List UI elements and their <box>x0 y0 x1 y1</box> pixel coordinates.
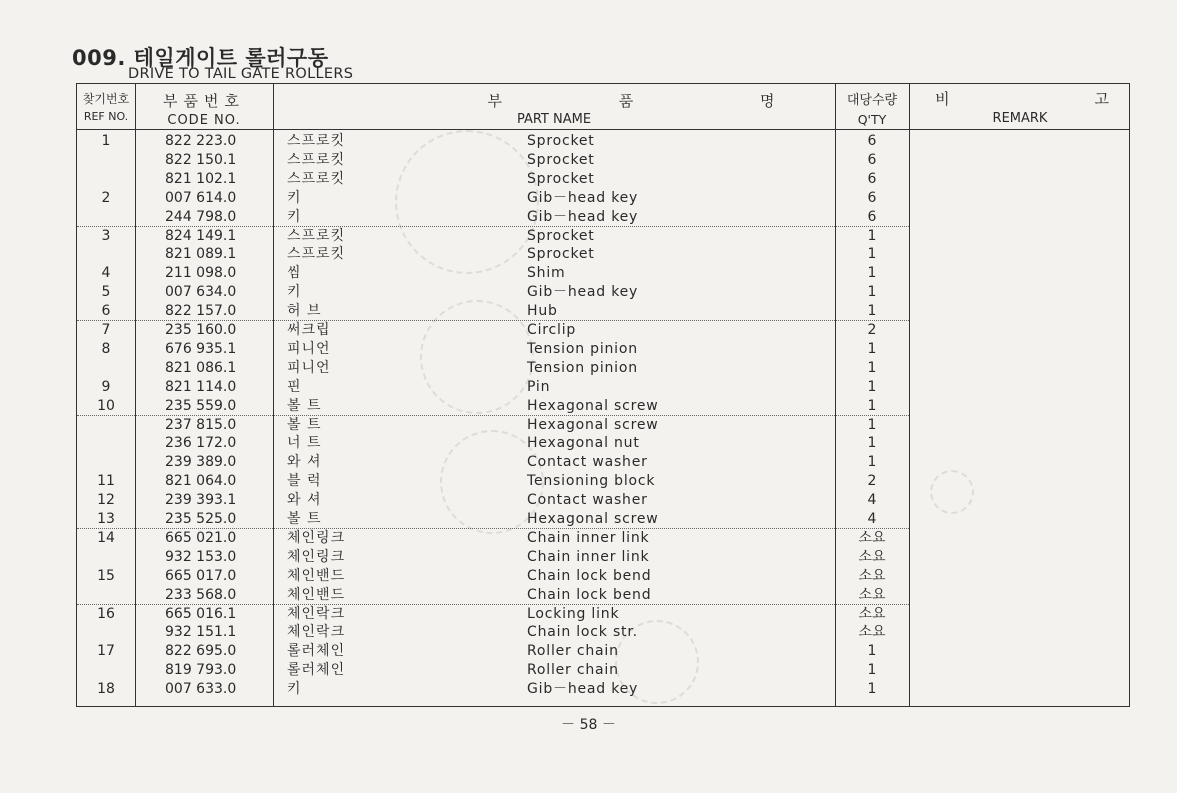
table-row <box>77 151 1131 170</box>
english-name-cell: Sprocket <box>527 151 595 168</box>
english-name-cell: Shim <box>527 265 566 282</box>
code-cell: 211 098.0 <box>165 265 237 282</box>
korean-name-cell: 키 <box>287 681 302 698</box>
qty-cell: 소요 <box>858 529 886 546</box>
code-cell: 244 798.0 <box>165 208 237 225</box>
english-name-cell: Locking link <box>527 605 620 622</box>
ref-cell: 12 <box>97 492 115 509</box>
korean-name-cell: 피니언 <box>287 340 331 357</box>
group-separator <box>77 528 909 529</box>
code-cell: 007 634.0 <box>165 284 237 301</box>
korean-name-cell: 와 셔 <box>287 454 322 471</box>
ref-cell: 1 <box>101 133 111 149</box>
ref-cell: 5 <box>101 284 111 301</box>
korean-name-cell: 키 <box>287 189 302 206</box>
qty-cell: 2 <box>867 322 877 338</box>
table-row <box>77 132 1131 151</box>
header-remark-en: REMARK <box>992 111 1048 126</box>
code-cell: 007 633.0 <box>165 681 237 698</box>
code-cell: 676 935.1 <box>165 340 237 357</box>
korean-name-cell: 체인밴드 <box>287 586 346 603</box>
table-row <box>77 586 1131 605</box>
table-row <box>77 642 1131 661</box>
qty-cell: 1 <box>867 643 877 660</box>
ref-cell: 13 <box>97 511 115 527</box>
english-name-cell: Hexagonal screw <box>527 416 659 433</box>
english-name-cell: Pin <box>527 378 551 395</box>
korean-name-cell: 체인락크 <box>287 605 346 622</box>
header-qty-en: Q'TY <box>857 112 887 127</box>
table-row <box>77 359 1131 378</box>
ref-cell: 11 <box>97 473 115 490</box>
header-qty <box>835 89 909 127</box>
header-remark-kr-2: 고 <box>1094 90 1109 108</box>
english-name-cell: Contact washer <box>527 492 648 509</box>
qty-cell: 6 <box>867 208 877 225</box>
english-name-cell: Gib－head key <box>527 681 639 698</box>
english-name-cell: Hexagonal nut <box>527 435 640 452</box>
korean-name-cell: 키 <box>287 208 302 225</box>
qty-cell: 4 <box>867 511 877 527</box>
table-row <box>77 170 1131 189</box>
group-separator <box>77 226 909 227</box>
qty-cell: 6 <box>867 189 877 206</box>
qty-cell: 소요 <box>858 605 886 622</box>
code-cell: 665 021.0 <box>165 529 237 546</box>
ref-cell: 6 <box>101 303 111 320</box>
code-cell: 235 160.0 <box>165 322 237 338</box>
code-cell: 821 114.0 <box>165 378 237 395</box>
korean-name-cell: 와 셔 <box>287 492 322 509</box>
table-row <box>77 283 1131 302</box>
korean-name-cell: 볼 트 <box>287 511 322 527</box>
ref-cell: 10 <box>97 397 115 414</box>
qty-cell: 1 <box>867 340 877 357</box>
header-remark-kr-1: 비 <box>935 90 950 108</box>
header-name-kr-2: 품 <box>618 92 634 110</box>
qty-cell: 6 <box>867 170 877 187</box>
parts-table <box>76 83 1130 707</box>
code-cell: 819 793.0 <box>165 662 237 679</box>
code-cell: 821 102.1 <box>165 170 237 187</box>
qty-cell: 1 <box>867 454 877 471</box>
korean-name-cell: 스프로킷 <box>287 133 346 149</box>
table-row <box>77 340 1131 359</box>
header-remark <box>909 88 1131 126</box>
table-row <box>77 548 1131 567</box>
qty-cell: 1 <box>867 227 877 244</box>
table-row <box>77 434 1131 453</box>
header-part-name <box>273 90 835 127</box>
korean-name-cell: 씸 <box>287 265 302 282</box>
code-cell: 822 695.0 <box>165 643 237 660</box>
english-name-cell: Gib－head key <box>527 208 639 225</box>
english-name-cell: Hexagonal screw <box>527 397 659 414</box>
english-name-cell: Roller chain <box>527 643 619 660</box>
header-name-en: PART NAME <box>516 112 592 127</box>
qty-cell: 소요 <box>858 548 886 565</box>
code-cell: 821 089.1 <box>165 246 237 263</box>
korean-name-cell: 키 <box>287 284 302 301</box>
korean-name-cell: 스프로킷 <box>287 246 346 263</box>
qty-cell: 1 <box>867 378 877 395</box>
english-name-cell: Gib－head key <box>527 284 639 301</box>
table-row <box>77 264 1131 283</box>
table-row <box>77 453 1131 472</box>
table-row <box>77 510 1131 529</box>
english-name-cell: Tension pinion <box>527 359 638 376</box>
code-cell: 237 815.0 <box>165 416 237 433</box>
english-name-cell: Chain lock str. <box>527 624 638 641</box>
korean-name-cell: 스프로킷 <box>287 151 346 168</box>
code-cell: 233 568.0 <box>165 586 237 603</box>
qty-cell: 소요 <box>858 624 886 641</box>
table-row <box>77 416 1131 435</box>
table-row <box>77 397 1131 416</box>
korean-name-cell: 볼 트 <box>287 397 322 414</box>
korean-name-cell: 써크립 <box>287 322 331 338</box>
korean-name-cell: 롤러체인 <box>287 643 346 660</box>
english-name-cell: Tensioning block <box>527 473 656 490</box>
korean-name-cell: 너 트 <box>287 435 322 452</box>
english-name-cell: Chain lock bend <box>527 567 652 584</box>
english-name-cell: Hub <box>527 303 558 320</box>
code-cell: 932 153.0 <box>165 548 237 565</box>
code-cell: 665 017.0 <box>165 567 237 584</box>
qty-cell: 1 <box>867 416 877 433</box>
table-row <box>77 378 1131 397</box>
korean-name-cell: 체인락크 <box>287 624 346 641</box>
table-row <box>77 321 1131 340</box>
ref-cell: 3 <box>101 227 111 244</box>
ref-cell: 16 <box>97 605 115 622</box>
qty-cell: 1 <box>867 397 877 414</box>
code-cell: 822 157.0 <box>165 303 237 320</box>
qty-cell: 1 <box>867 246 877 263</box>
code-cell: 235 525.0 <box>165 511 237 527</box>
korean-name-cell: 롤러체인 <box>287 662 346 679</box>
qty-cell: 2 <box>867 473 877 490</box>
code-cell: 822 150.1 <box>165 151 237 168</box>
table-row <box>77 472 1131 491</box>
korean-name-cell: 스프로킷 <box>287 170 346 187</box>
korean-name-cell: 핀 <box>287 378 302 395</box>
korean-name-cell: 피니언 <box>287 359 331 376</box>
code-cell: 665 016.1 <box>165 605 237 622</box>
korean-name-cell: 체인링크 <box>287 529 346 546</box>
code-cell: 007 614.0 <box>165 189 237 206</box>
english-name-cell: Chain inner link <box>527 529 650 546</box>
english-name-cell: Sprocket <box>527 133 595 149</box>
code-cell: 822 223.0 <box>165 133 237 149</box>
group-separator <box>77 604 909 605</box>
header-ref-en: REF NO. <box>83 110 129 123</box>
header-name-kr-1: 부 <box>487 92 502 110</box>
english-name-cell: Circlip <box>527 322 577 338</box>
english-name-cell: Sprocket <box>527 170 595 187</box>
ref-cell: 7 <box>101 322 111 338</box>
table-row <box>77 661 1131 680</box>
qty-cell: 6 <box>867 151 877 168</box>
table-row <box>77 680 1131 699</box>
header-code-kr: 부품번호 <box>163 92 245 110</box>
table-row <box>77 529 1131 548</box>
code-cell: 824 149.1 <box>165 227 237 244</box>
korean-name-cell: 볼 트 <box>287 416 322 433</box>
code-cell: 821 064.0 <box>165 473 237 490</box>
table-row <box>77 208 1131 227</box>
ref-cell: 4 <box>101 265 111 282</box>
qty-cell: 4 <box>867 492 877 509</box>
table-row <box>77 491 1131 510</box>
table-row <box>77 605 1131 624</box>
qty-cell: 소요 <box>858 586 886 603</box>
code-cell: 236 172.0 <box>165 435 237 452</box>
code-cell: 821 086.1 <box>165 359 237 376</box>
code-cell: 932 151.1 <box>165 624 237 641</box>
english-name-cell: Sprocket <box>527 227 595 244</box>
qty-cell: 1 <box>867 303 877 320</box>
code-cell: 235 559.0 <box>165 397 237 414</box>
ref-cell: 18 <box>97 681 115 698</box>
group-separator <box>77 415 909 416</box>
ref-cell: 2 <box>101 189 111 206</box>
english-name-cell: Chain lock bend <box>527 586 652 603</box>
header-name-kr-3: 명 <box>760 92 775 110</box>
ref-cell: 14 <box>97 529 115 546</box>
header-code-no <box>135 90 273 128</box>
table-row <box>77 567 1131 586</box>
header-ref-no <box>77 90 135 123</box>
ref-cell: 17 <box>97 643 115 660</box>
page-number: － 58 － <box>561 717 616 733</box>
ref-cell: 8 <box>101 340 111 357</box>
page-title-english: DRIVE TO TAIL GATE ROLLERS <box>128 66 354 82</box>
table-row <box>77 227 1131 246</box>
english-name-cell: Tension pinion <box>527 340 638 357</box>
table-row <box>77 245 1131 264</box>
qty-cell: 1 <box>867 265 877 282</box>
qty-cell: 소요 <box>858 567 886 584</box>
korean-name-cell: 체인링크 <box>287 548 346 565</box>
table-row <box>77 302 1131 321</box>
qty-cell: 1 <box>867 681 877 698</box>
qty-cell: 1 <box>867 435 877 452</box>
english-name-cell: Chain inner link <box>527 548 650 565</box>
header-code-en: CODE NO. <box>167 113 241 128</box>
group-separator <box>77 320 909 321</box>
qty-cell: 6 <box>867 133 877 149</box>
ref-cell: 9 <box>101 378 111 395</box>
korean-name-cell: 스프로킷 <box>287 227 346 244</box>
english-name-cell: Contact washer <box>527 454 648 471</box>
header-divider <box>77 129 1129 130</box>
korean-name-cell: 체인밴드 <box>287 567 346 584</box>
korean-name-cell: 허 브 <box>287 303 322 320</box>
page-title-korean: 009. 테일게이트 롤러구동 <box>72 46 329 70</box>
qty-cell: 1 <box>867 359 877 376</box>
english-name-cell: Sprocket <box>527 246 595 263</box>
korean-name-cell: 블 럭 <box>287 473 322 490</box>
english-name-cell: Hexagonal screw <box>527 511 659 527</box>
table-row <box>77 623 1131 642</box>
header-ref-kr: 찾기번호 <box>82 92 130 106</box>
table-row <box>77 189 1131 208</box>
qty-cell: 1 <box>867 284 877 301</box>
english-name-cell: Roller chain <box>527 662 619 679</box>
header-qty-kr: 대당수량 <box>846 93 898 108</box>
code-cell: 239 393.1 <box>165 492 237 509</box>
code-cell: 239 389.0 <box>165 454 237 471</box>
english-name-cell: Gib－head key <box>527 189 639 206</box>
ref-cell: 15 <box>97 567 115 584</box>
qty-cell: 1 <box>867 662 877 679</box>
